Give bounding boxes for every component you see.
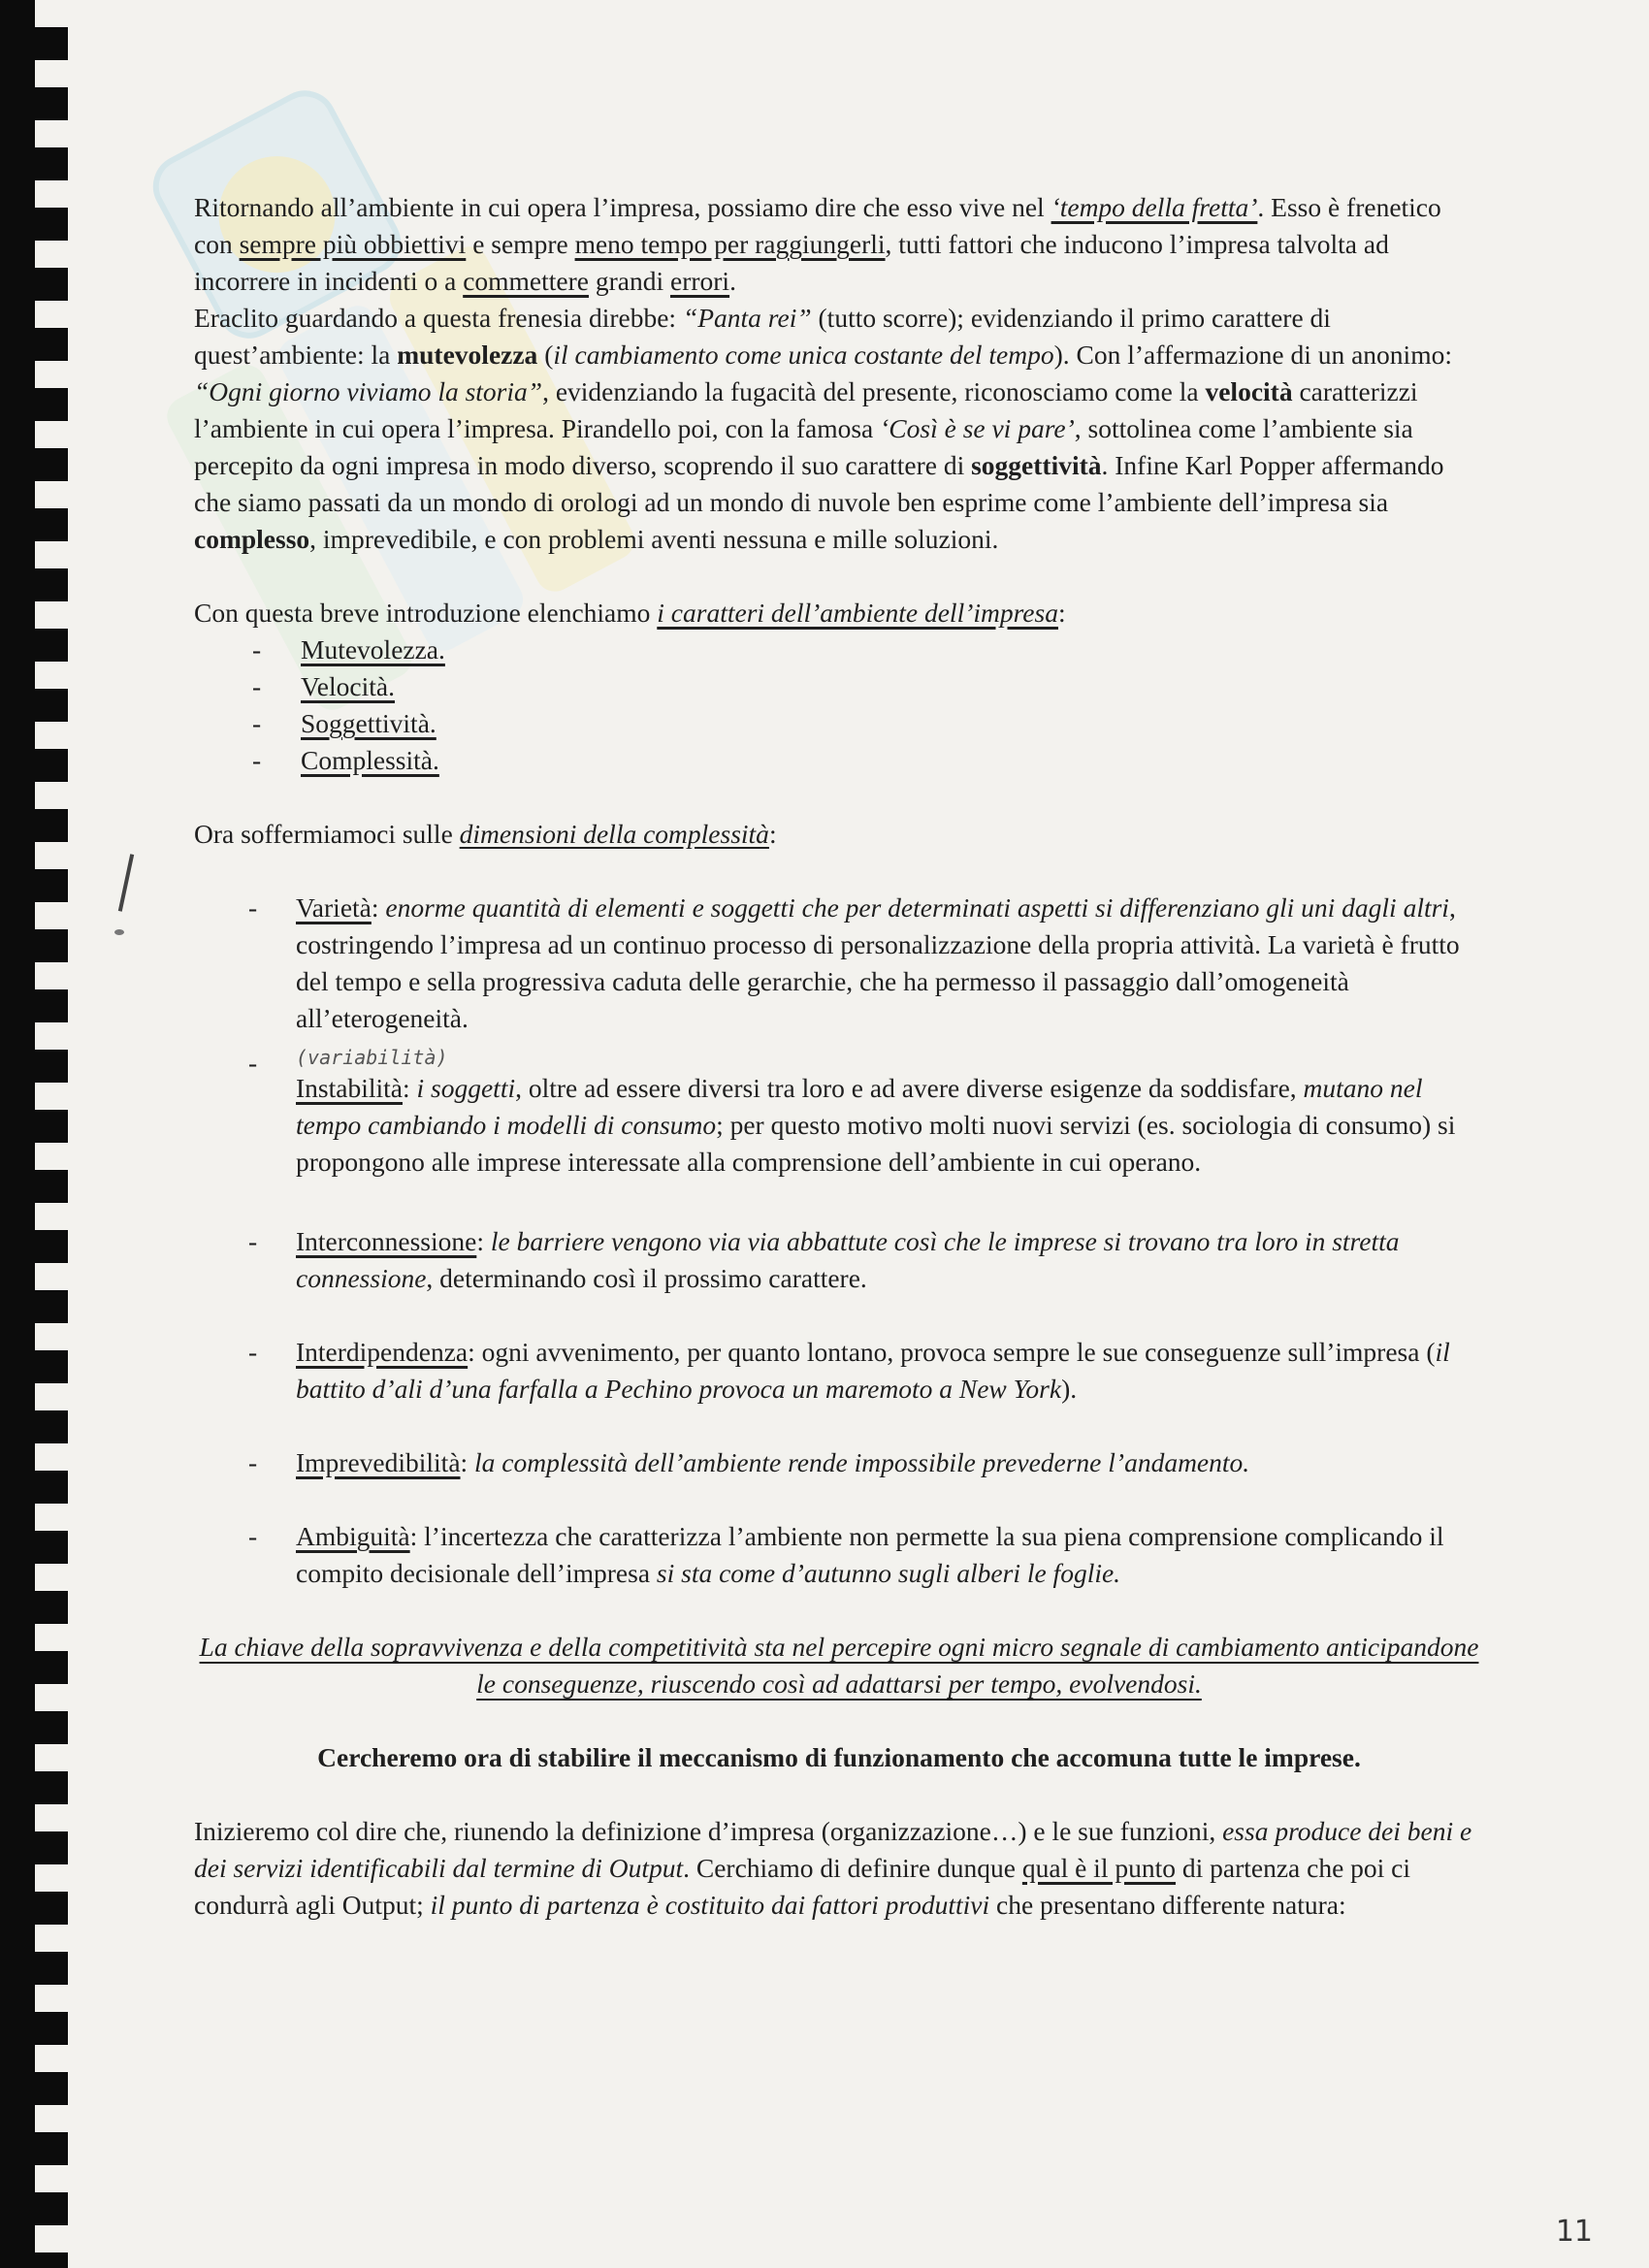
text: (tutto scorre); evidenziando il primo carattere di quest’ambiente: la	[194, 303, 1331, 370]
dimension-definition: la complessità dell’ambiente rende impossibile prevederne l’andamento.	[474, 1447, 1250, 1477]
list-item-text: Soggettività.	[301, 708, 436, 738]
quote-pirandello: ‘Così è se vi pare’	[880, 413, 1075, 443]
paragraph-dimensions-intro	[194, 816, 1484, 853]
spacer	[194, 558, 1484, 595]
paragraph-output	[194, 1813, 1484, 1924]
text: :	[768, 819, 777, 849]
text: (	[537, 340, 554, 370]
text: .	[729, 266, 736, 296]
list-item-text: Velocità.	[301, 671, 395, 701]
text: : ogni avvenimento, per quanto lontano, provoca sempre le sue conseguenze sull’impresa (	[468, 1337, 1436, 1367]
text: :	[476, 1226, 491, 1256]
text: : l’incertezza che caratterizza l’ambiente non permette la sua piena comprensione complicando il compito decisionale dell’impresa	[296, 1521, 1444, 1588]
dimension-term: Varietà	[296, 892, 372, 923]
text: :	[460, 1447, 475, 1477]
bold-soggettivita: soggettività	[971, 450, 1102, 480]
dimension-imprevedibilita	[194, 1444, 1484, 1481]
spiral-binding	[0, 0, 68, 2268]
text: :	[1057, 598, 1066, 628]
text: ). Con l’affermazione di un anonimo:	[1053, 340, 1452, 370]
text: e sempre	[466, 229, 575, 259]
dimension-interconnessione	[194, 1223, 1484, 1297]
highlight-punto: qual è il punto	[1021, 1853, 1176, 1883]
dimension-definition: il battito d’ali d’una farfalla a Pechino provoca un maremoto a New York	[296, 1337, 1450, 1404]
text: grandi	[588, 266, 670, 296]
text: ; per questo motivo molti nuovi servizi (es. sociologia di consumo) si propongono alle imprese interessate alla comprensione dell’ambiente in cui operano.	[296, 1110, 1456, 1177]
text: che presentano differente natura:	[989, 1890, 1346, 1920]
list-item-text: Mutevolezza.	[301, 634, 445, 664]
section-heading: Cercheremo ora di stabilire il meccanismo di funzionamento che accomuna tutte le imprese.	[317, 1742, 1361, 1772]
dimension-term: Instabilità	[296, 1073, 403, 1103]
dimension-definition: le barriere vengono via via abbattute così che le imprese si trovano tra loro in stretta connessione	[296, 1226, 1400, 1293]
highlight-obbiettivi: sempre più obbiettivi	[239, 229, 467, 259]
complexity-dimensions-list	[194, 890, 1484, 1592]
dimension-ambiguita	[194, 1518, 1484, 1592]
dimension-varieta	[194, 890, 1484, 1037]
dimension-term: Imprevedibilità	[296, 1447, 461, 1477]
highlight-tempo-fretta: ‘tempo della fretta’	[1051, 192, 1258, 222]
handwritten-note: - (variabilità)	[296, 1046, 448, 1069]
bold-complesso: complesso	[194, 524, 310, 554]
text: . Infine Karl Popper affermando che siamo passati da un mondo di orologi ad un mondo di nuvole ben esprime come l’ambiente dell’impresa sia	[194, 450, 1444, 517]
margin-pen-dot	[114, 929, 124, 935]
key-statement: La chiave della sopravvivenza e della competitività sta nel percepire ogni micro segnale di cambiamento anticipandone le conseguenze, riuscendo così ad adattarsi per tempo, evolvendosi.	[199, 1632, 1479, 1699]
dimension-definition: mutano nel tempo cambiando i modelli di consumo	[296, 1073, 1423, 1140]
text: . Cerchiamo di definire dunque	[683, 1853, 1022, 1883]
text: Inizieremo col dire che, riunendo la definizione d’impresa (organizzazione…) e le sue funzioni,	[194, 1816, 1223, 1846]
quote-panta-rei: “Panta rei”	[682, 303, 812, 333]
text: , tutti fattori che inducono l’impresa talvolta ad incorrere in incidenti o a	[194, 229, 1389, 296]
paragraph-characters-intro	[194, 595, 1484, 632]
dimension-definition: i soggetti	[416, 1073, 516, 1103]
underline-dimensioni: dimensioni della complessità	[459, 819, 769, 849]
text: di partenza che poi ci condurrà agli Output;	[194, 1853, 1411, 1920]
spacer	[194, 853, 1484, 890]
text: Eraclito guardando a questa frenesia direbbe:	[194, 303, 683, 333]
dimension-interdipendenza	[194, 1334, 1484, 1408]
characters-list	[194, 632, 1484, 779]
dimension-term: Interdipendenza	[296, 1337, 469, 1367]
italic-output: essa produce dei beni e dei servizi identificabili dal termine di Output	[194, 1816, 1472, 1883]
text: , costringendo l’impresa ad un continuo processo di personalizzazione della propria attività. La varietà è frutto del tempo e sella progressiva caduta delle gerarchie, che ha permesso il passaggio dall’omogeneità all’eterogeneità.	[296, 892, 1460, 1033]
highlight-errori: errori	[670, 266, 730, 296]
text: , determinando così il prossimo carattere.	[426, 1263, 867, 1293]
margin-pen-stroke	[118, 854, 134, 912]
text: :	[402, 1073, 417, 1103]
list-item	[194, 705, 1484, 742]
text: caratterizzi l’ambiente in cui opera l’impresa. Pirandello poi, con la famosa	[194, 376, 1418, 443]
text: Ora soffermiamoci sulle	[194, 819, 460, 849]
dimension-definition: si sta come d’autunno sugli alberi le foglie.	[656, 1558, 1121, 1588]
text: Con questa breve introduzione elenchiamo	[194, 598, 658, 628]
text: :	[371, 892, 386, 923]
highlight-meno-tempo: meno tempo per raggiungerli	[574, 229, 886, 259]
text: . Esso è frenetico con	[194, 192, 1441, 259]
dimension-term: Ambiguità	[296, 1521, 410, 1551]
list-item	[194, 632, 1484, 668]
text: , evidenziando la fugacità del presente, riconosciamo come la	[542, 376, 1206, 406]
dimension-definition: enorme quantità di elementi e soggetti che per determinati aspetti si differenziano gli uni dagli altri	[385, 892, 1449, 923]
document-body	[194, 189, 1484, 1924]
bold-velocita: velocità	[1205, 376, 1293, 406]
paragraph-intro	[194, 189, 1484, 558]
text: , imprevedibile, e con problemi aventi nessuna e mille soluzioni.	[309, 524, 999, 554]
text: ).	[1061, 1374, 1078, 1404]
dimension-instabilita	[194, 1045, 1484, 1181]
page-number: 11	[1555, 2215, 1593, 2249]
spacer	[194, 1702, 1484, 1739]
dimension-term: Interconnessione	[296, 1226, 477, 1256]
text: , sottolinea come l’ambiente sia percepito da ogni impresa in modo diverso, scoprendo il suo carattere di	[194, 413, 1413, 480]
quote-ogni-giorno: “Ogni giorno viviamo la storia”	[194, 376, 543, 406]
highlight-commettere: commettere	[463, 266, 589, 296]
italic-fattori-produttivi: il punto di partenza è costituito dai fattori produttivi	[430, 1890, 990, 1920]
bold-mutevolezza: mutevolezza	[397, 340, 538, 370]
list-item	[194, 742, 1484, 779]
list-item	[194, 668, 1484, 705]
list-item-text: Complessità.	[301, 745, 439, 775]
italic-cambiamento: il cambiamento come unica costante del tempo	[553, 340, 1054, 370]
text: , oltre ad essere diversi tra loro e ad avere diverse esigenze da soddisfare,	[515, 1073, 1304, 1103]
spacer	[194, 1776, 1484, 1813]
highlight-caratteri: i caratteri dell’ambiente dell’impresa	[657, 598, 1058, 628]
spacer	[194, 779, 1484, 816]
text: Ritornando all’ambiente in cui opera l’impresa, possiamo dire che esso vive nel	[194, 192, 1051, 222]
